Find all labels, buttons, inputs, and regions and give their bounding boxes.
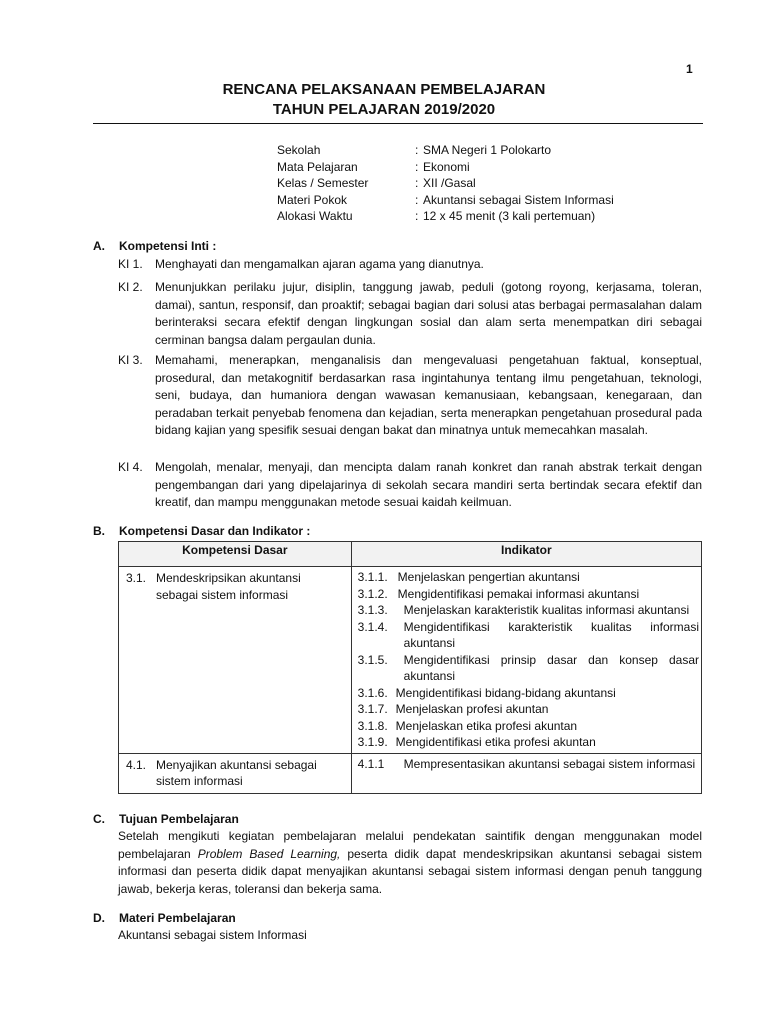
section-letter: D. [93, 911, 105, 925]
title-line-1: RENCANA PELAKSANAAN PEMBELAJARAN [222, 81, 546, 98]
objective-text-part: peserta didik dapat mendeskripsikan akuntansi sebagai sistem informasi dan peserta didik dapat menyajikan akuntansi sebagai sistem informasi dengan penuh tanggung jawab, bekerja keras, toleransi dan bekerja sama. [118, 846, 702, 896]
indicator-number: 3.1.3. [357, 603, 388, 617]
table-row [119, 567, 702, 754]
indicator-text: Menjelaskan etika profesi akuntan [395, 718, 578, 733]
ki-item [118, 459, 702, 512]
ki-number: KI 2. [118, 280, 143, 294]
indicator-text: Mengidentifikasi pemakai informasi akuntansi [397, 586, 640, 601]
info-colon: : [415, 192, 419, 207]
indicator-item [352, 652, 699, 685]
ki-item [118, 279, 702, 349]
info-row [277, 175, 677, 192]
indicator-text: Mengidentifikasi prinsip dasar dan konsep dasar akuntansi [403, 652, 699, 683]
kd-text: Mendeskripsikan akuntansi sebagai sistem informasi [156, 571, 301, 602]
info-colon: : [415, 176, 419, 190]
section-title: Tujuan Pembelajaran [119, 812, 239, 826]
section-a-heading [93, 238, 216, 254]
kd-number: 3.1. [126, 571, 147, 585]
kd-indicator-table [118, 541, 702, 794]
indicator-number: 3.1.4. [357, 619, 388, 634]
ki-item [118, 352, 702, 440]
objective-model-name: Problem Based Learning, [197, 846, 341, 861]
section-letter: A. [93, 239, 105, 253]
indicator-cell [351, 567, 701, 754]
info-value: XII /Gasal [423, 176, 476, 190]
info-row [277, 159, 677, 176]
ki-item [118, 256, 702, 274]
indicator-number: 3.1.9. [357, 735, 388, 749]
ki-text: Mengolah, menalar, menyaji, dan mencipta dalam ranah konkret dan ranah abstrak terkait dengan pengembangan dari yang dipelajarinya di sekolah secara mandiri serta bertindak secara efektif dan kreatif, dan mampu menggunakan metode sesuai kaidah keilmuan. [155, 460, 702, 509]
indicator-item [352, 619, 699, 652]
info-colon: : [415, 143, 419, 157]
section-b-heading [93, 523, 310, 539]
info-colon: : [415, 159, 419, 174]
page-title [0, 80, 768, 120]
indicator-text: Mempresentasikan akuntansi sebagai sistem informasi [403, 756, 696, 771]
title-divider [93, 123, 703, 124]
indicator-item [352, 685, 699, 702]
page-number: 1 [686, 62, 693, 76]
section-title: Kompetensi Inti : [119, 239, 217, 253]
indicator-text: Mengidentifikasi karakteristik kualitas informasi akuntansi [403, 619, 699, 650]
info-value: 12 x 45 menit (3 kali pertemuan) [423, 209, 596, 223]
section-d-heading [93, 910, 236, 926]
info-label: Kelas / Semester [277, 176, 369, 190]
indicator-number: 3.1.8. [357, 718, 388, 733]
title-line-2: TAHUN PELAJARAN 2019/2020 [272, 101, 496, 118]
kd-cell [119, 753, 352, 793]
info-label: Alokasi Waktu [277, 209, 353, 223]
indicator-number: 3.1.2. [357, 586, 388, 601]
indicator-number: 4.1.1 [357, 756, 385, 771]
ki-number: KI 3. [118, 353, 143, 367]
indicator-text: Mengidentifikasi bidang-bidang akuntansi [395, 685, 616, 700]
kd-text: Menyajikan akuntansi sebagai sistem informasi [156, 757, 317, 788]
ki-text: Menunjukkan perilaku jujur, disiplin, tanggung jawab, peduli (gotong royong, kerjasama, toleran, damai), santun, responsif, dan proaktif; sebagai bagian dari solusi atas berbagai permasalahan dalam berinteraksi secara efektif dengan lingkungan sosial dan alam serta menempatkan diri sebagai cerminan bangsa dalam pergaulan dunia. [155, 280, 702, 347]
learning-objective-text [118, 828, 702, 898]
indicator-item [352, 718, 699, 735]
info-label: Mata Pelajaran [277, 159, 358, 174]
section-letter: B. [93, 524, 105, 538]
section-letter: C. [93, 812, 105, 826]
indicator-number: 3.1.6. [357, 685, 388, 700]
ki-text: Menghayati dan mengamalkan ajaran agama yang dianutnya. [155, 257, 484, 271]
info-label: Materi Pokok [277, 192, 348, 207]
ki-number: KI 1. [118, 257, 143, 271]
identity-block [277, 142, 677, 225]
indicator-text: Mengidentifikasi etika profesi akuntan [395, 735, 596, 749]
indicator-item [352, 602, 699, 619]
info-value: Akuntansi sebagai Sistem Informasi [423, 192, 614, 207]
section-c-heading [93, 811, 239, 827]
kd-number: 4.1. [126, 757, 147, 772]
indicator-text: Menjelaskan karakteristik kualitas informasi akuntansi [403, 603, 690, 617]
info-row [277, 208, 677, 225]
indicator-item [352, 756, 699, 773]
ki-number: KI 4. [118, 460, 143, 474]
objective-text-part: Setelah mengikuti kegiatan pembelajaran melalui pendekatan saintifik dengan menggunakan model pembelajaran [118, 829, 702, 861]
section-title: Materi Pembelajaran [119, 911, 236, 925]
table-row [119, 753, 702, 793]
indicator-item [352, 701, 699, 718]
indicator-item [352, 569, 699, 586]
kd-cell [119, 567, 352, 754]
info-value: Ekonomi [423, 159, 470, 174]
indicator-number: 3.1.5. [357, 652, 388, 667]
indicator-item [352, 586, 699, 603]
info-value: SMA Negeri 1 Polokarto [423, 143, 552, 157]
column-header-kd: Kompetensi Dasar [119, 542, 352, 567]
info-row [277, 192, 677, 209]
indicator-number: 3.1.7. [357, 702, 388, 716]
section-title: Kompetensi Dasar dan Indikator : [119, 524, 311, 538]
info-label: Sekolah [277, 143, 321, 157]
indicator-number: 3.1.1. [357, 570, 388, 584]
column-header-indicator: Indikator [351, 542, 701, 567]
info-colon: : [415, 209, 419, 223]
info-row [277, 142, 677, 159]
indicator-text: Menjelaskan profesi akuntan [395, 702, 549, 716]
ki-text: Memahami, menerapkan, menganalisis dan mengevaluasi pengetahuan faktual, konseptual, prosedural, dan metakognitif berdasarkan rasa ingintahunya tentang ilmu pengetahuan, teknologi, seni, budaya, dan humaniora dengan wawasan kemanusiaan, kebangsaan, kenegaraan, dan peradaban terkait penyebab fenomena dan kejadian, serta menerapkan pengetahuan prosedural pada bidang kajian yang spesifik sesuai dengan bakat dan minatnya untuk memecahkan masalah. [155, 353, 702, 437]
table-header-row [119, 542, 702, 567]
material-text: Akuntansi sebagai sistem Informasi [118, 928, 307, 942]
indicator-item [352, 734, 699, 751]
indicator-text: Menjelaskan pengertian akuntansi [397, 570, 580, 584]
indicator-cell [351, 753, 701, 793]
